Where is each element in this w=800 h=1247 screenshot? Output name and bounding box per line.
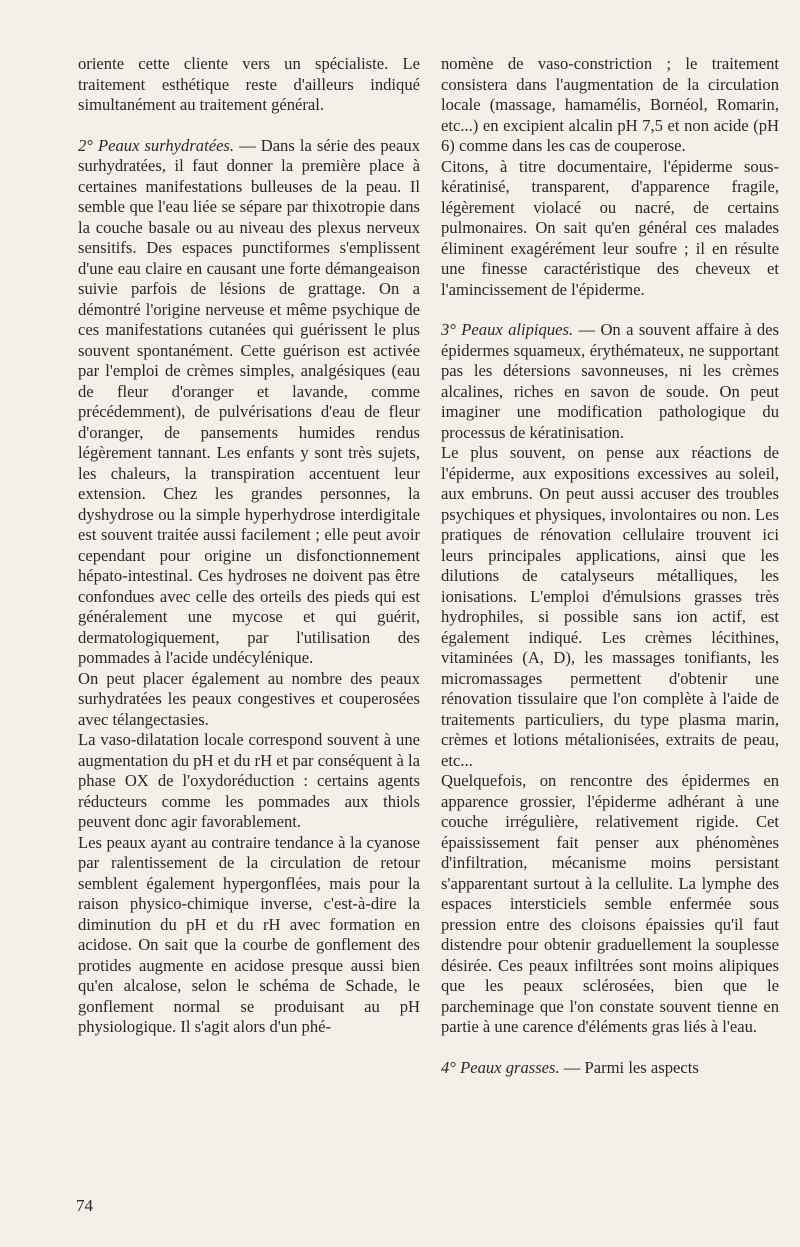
paragraph: On peut placer également au nombre des peaux surhydratées les peaux congestives et couperosées avec télangectasies.: [78, 668, 420, 729]
paragraph: Le plus souvent, on pense aux réactions de l'épiderme, aux expositions excessives au soleil, aux embruns. On peut aussi accuser des troubles psychiques et physiques, involontaires ou non. Les pratiques de rénovation cellulaire trouvent ici leurs principales applications, ainsi que les dilutions de catalyseurs métalliques, les ionisations. L'emploi d'émulsions grasses très hydrophiles, si possible sans ion actif, est également indiqué. Les crèmes lécithines, vitaminées (A, D), les massages tonifiants, les micromassages permettent d'obtenir une rénovation tissulaire que l'on complète à l'aide de traitements particuliers, du type plasma marin, crèmes et lotions métalionisées, extraits de peau, etc...: [441, 443, 779, 770]
page-number: 74: [76, 1196, 93, 1215]
section-heading: 3° Peaux alipiques.: [441, 320, 574, 339]
paragraph: Les peaux ayant au contraire tendance à la cyanose par ralentissement de la circulation de retour semblent également hypergonflées, mais pour la raison physico-chimique inverse, c'est-à-dire la diminution du pH et du rH avec formation en acidose. On sait que la courbe de gonflement des protides augmente en acidose presque aussi bien qu'en alcalose, selon le schéma de Schade, le gonflement normal se produisant au pH physiologique. Il s'agit alors d'un phé-: [78, 832, 420, 1036]
paragraph: oriente cette cliente vers un spécialiste. Le traitement esthétique reste d'ailleurs indiqué simultanément au traitement général.: [78, 54, 420, 114]
paragraph: nomène de vaso-constriction ; le traitement consistera dans l'augmentation de la circulation locale (massage, hamamélis, Bornéol, Romarin, etc...) en excipient alcalin pH 7,5 et non acide (pH 6) comme dans les cas de couperose.: [441, 54, 779, 155]
paragraph-text: — On a souvent affaire à des épidermes squameux, érythémateux, ne supportant pas les détersions savonneuses, ni les crèmes alcalines, riches en savon de soude. On peut imaginer une modification pathologique du processus de kératinisation.: [441, 320, 779, 442]
section-heading: 4° Peaux grasses.: [441, 1057, 560, 1077]
paragraph-text: — Parmi les aspects: [559, 1057, 699, 1077]
paragraph-text: — Dans la série des peaux surhydratées, il faut donner la première place à certaines manifestations bulleuses de la peau. Il semble que l'eau liée se sépare par thixotropie dans la couche basale ou au niveau des plexus nerveux sensitifs. Des espaces punctiformes s'emplissent d'une eau claire en causant une forte démangeaison suivie parfois de lésions de grattage. On a démontré l'origine nerveuse et même psychique de ces manifestations cutanées qui guérissent le plus souvent spontanément. Cette guérison est activée par l'emploi de crèmes simples, analgésiques (eau de fleur d'oranger et lavande, comme précédemment), de pulvérisations d'eau de fleur d'oranger, de pansements humides rendus légèrement tannant. Les enfants y sont très sujets, les chaleurs, la transpiration accentuent leur extension. Chez les grandes personnes, la dyshydrose ou la simple hyperhydrose interdigitale est souvent traitée aussi facilement ; elle peut avoir cependant pour origine un disfonctionnement hépato-intestinal. Ces hydroses ne doivent pas être confondues avec celle des orteils des pieds qui est généralement une mycose et qui guérit, dermatologiquement, par l'utilisation des pommades à l'acide undécylénique.: [78, 135, 420, 667]
section-heading: 2° Peaux surhydratées.: [78, 135, 235, 155]
paragraph: Citons, à titre documentaire, l'épiderme sous-kératinisé, transparent, d'apparence fragile, légèrement violacé ou nacré, de certains pulmonaires. On sait qu'en général ces malades éliminent exagérément leur soufre ; il en résulte une finesse caractéristique des cheveux et l'amincissement de l'épiderme.: [441, 156, 779, 299]
paragraph: La vaso-dilatation locale correspond souvent à une augmentation du pH et du rH et par conséquent à la phase OX de l'oxydoréduction : certains agents réducteurs comme les pommades aux thiols peuvent donc agir favorablement.: [78, 730, 420, 831]
left-column: [78, 54, 420, 1038]
section-paragraph: [441, 320, 779, 443]
right-column: [441, 54, 779, 1078]
section-paragraph: [78, 136, 420, 669]
section-paragraph: [441, 1058, 779, 1079]
paragraph: Quelquefois, on rencontre des épidermes en apparence grossier, l'épiderme adhérant à une couche irrégulière, relativement rigide. Cet épaississement fait penser aux phénomènes d'infiltration, mécanisme moins persistant s'apparentant surtout à la cellulite. La lymphe des espaces intersticiels semble enfermée sous pression entre des cloisons épaissies qu'il faut distendre pour obtenir graduellement la souplesse désirée. Ces peaux infiltrées sont moins alipiques que les peaux sclérosées, bien que le parcheminage que l'on constate souvent tienne en partie à une carence d'éléments gras liés à l'eau.: [441, 771, 779, 1036]
